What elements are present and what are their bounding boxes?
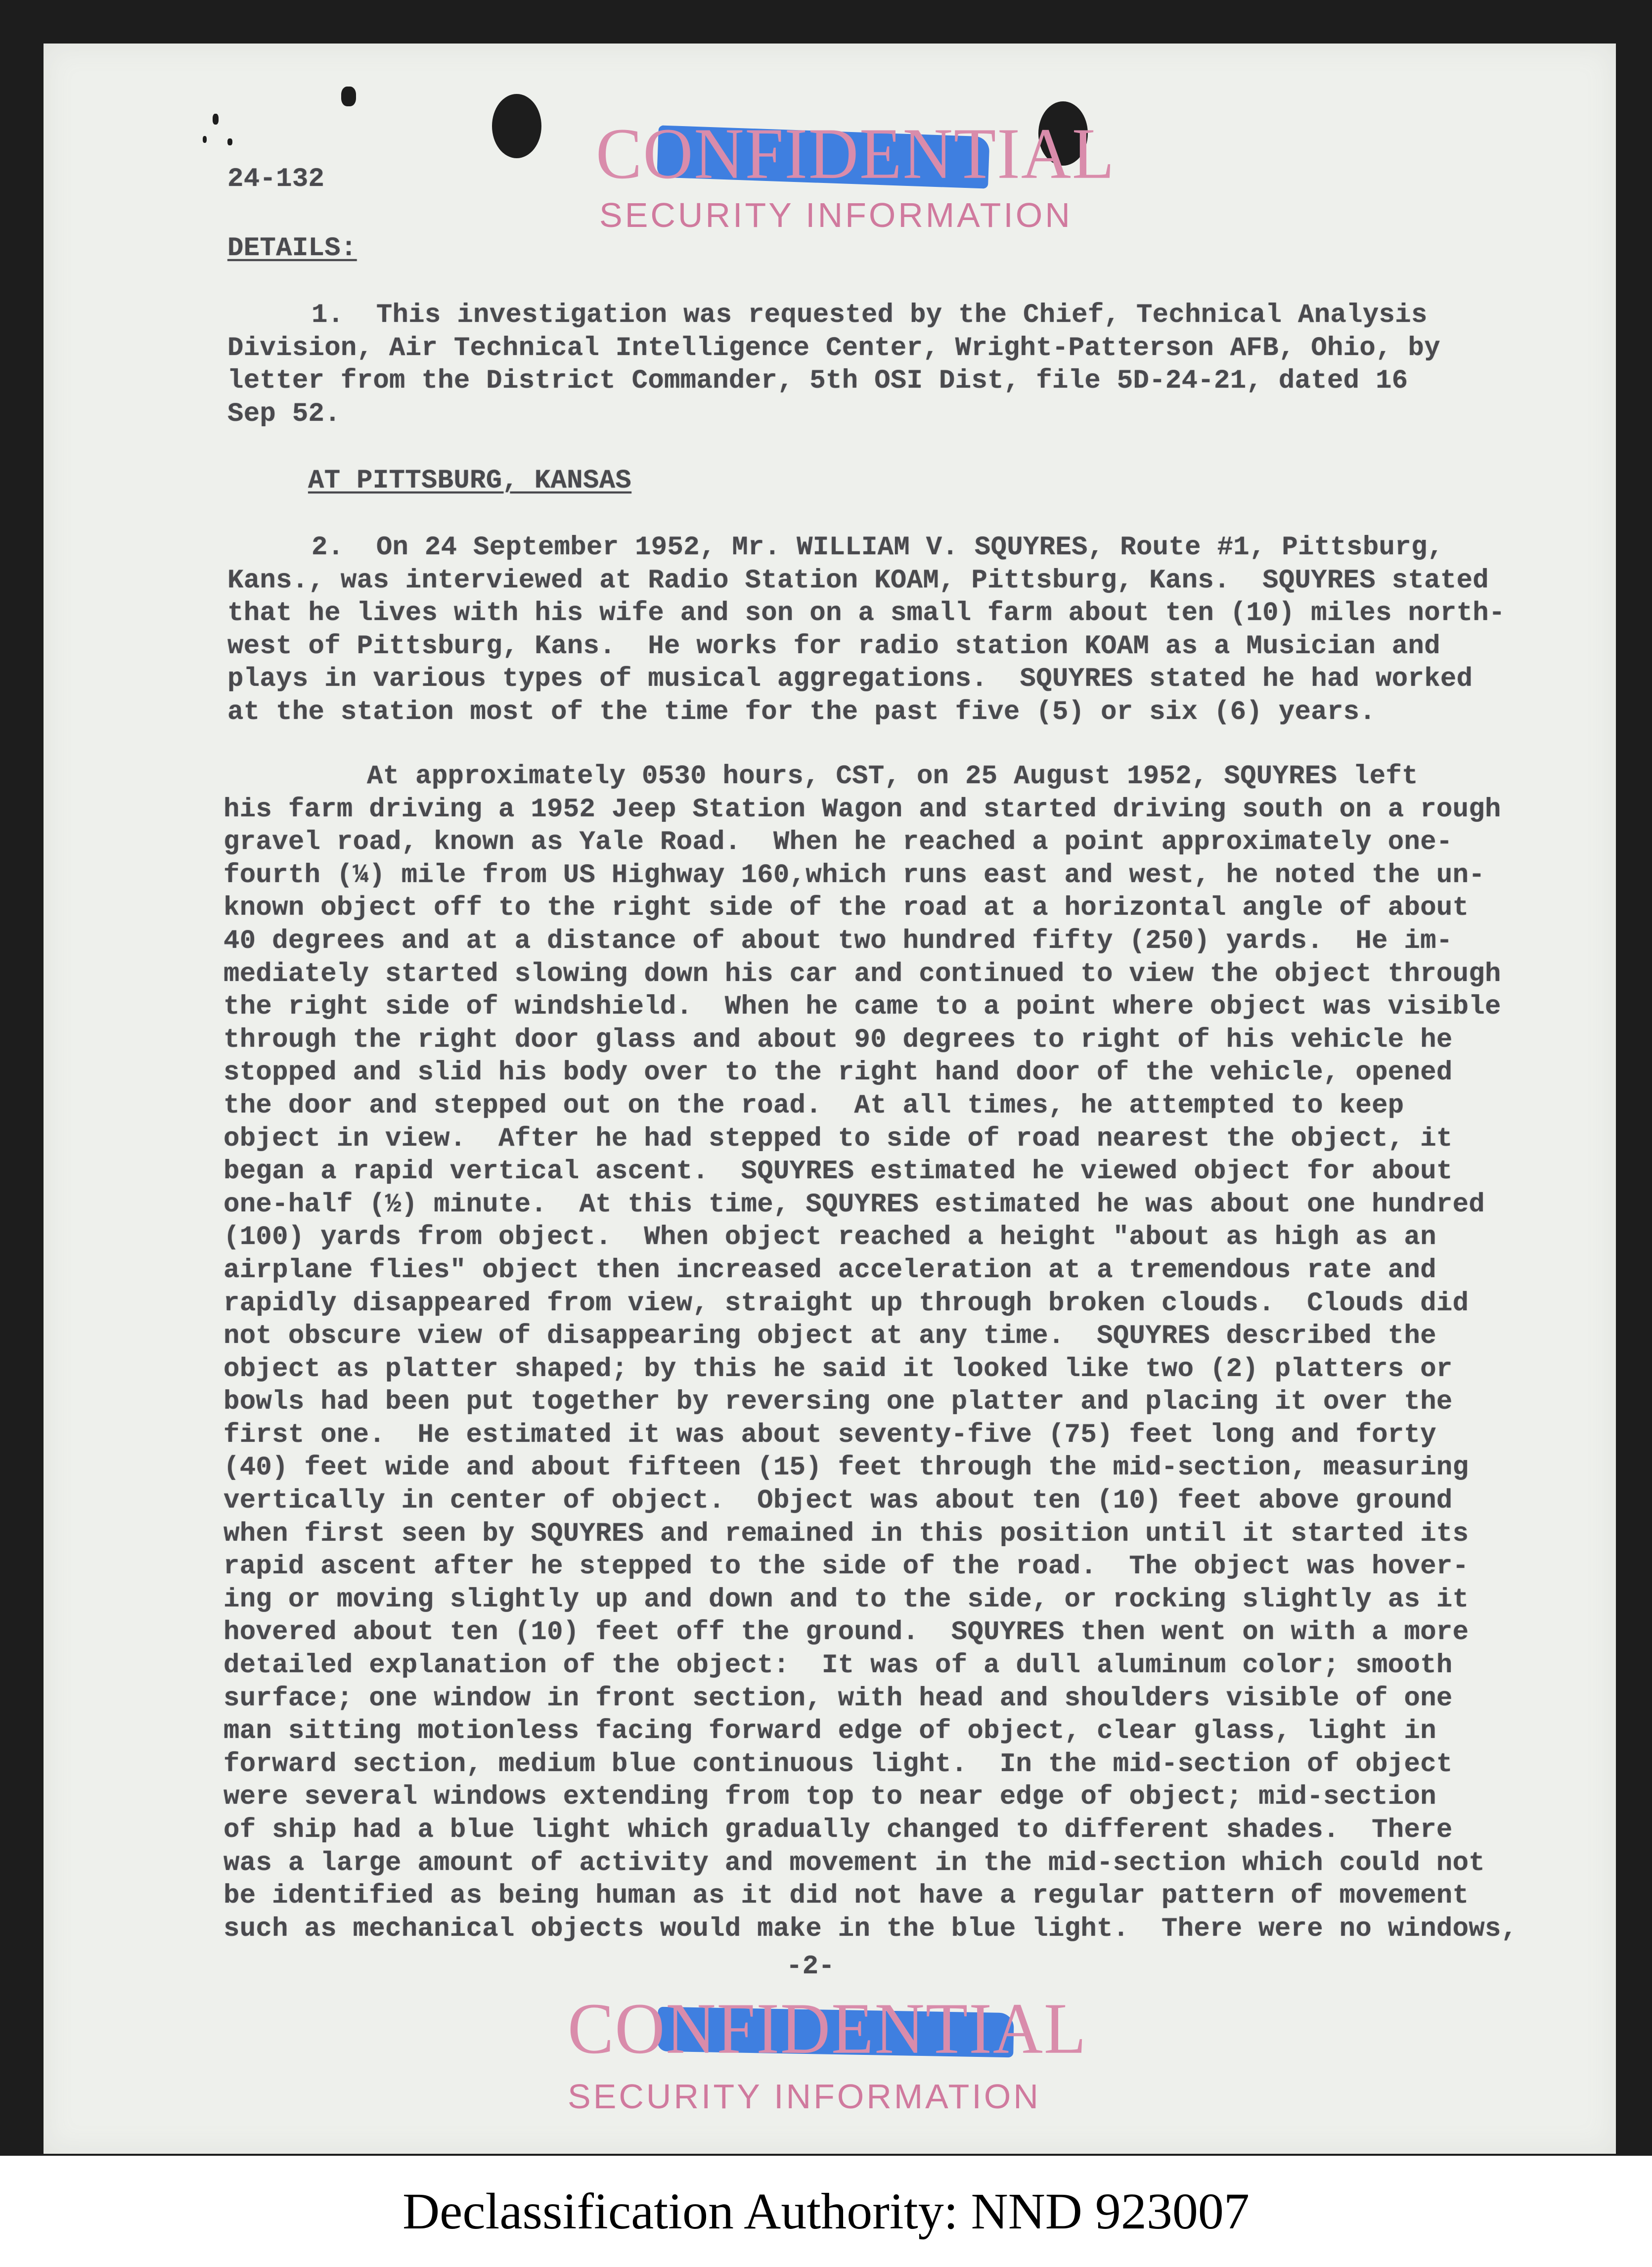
text-line: forward section, medium blue continuous light. In the mid-section of object — [223, 1749, 1453, 1779]
text-line: 1. This investigation was requested by the Chief, Technical Analysis — [312, 300, 1428, 330]
security-information-stamp-top: SECURITY INFORMATION — [599, 196, 1072, 234]
page-number: -2- — [786, 1952, 835, 1982]
text-line: 2. On 24 September 1952, Mr. WILLIAM V. SQUYRES, Route #1, Pittsburg, — [312, 533, 1444, 563]
paper-damage — [213, 114, 219, 125]
document-number: 24-132 — [227, 164, 325, 194]
classification-stamp-bottom: CONFIDENTIAL — [568, 1988, 1087, 2069]
text-line: not obscure view of disappearing object at any time. SQUYRES described the — [223, 1321, 1436, 1352]
text-line: object in view. After he had stepped to side of road nearest the object, it — [223, 1123, 1453, 1154]
text-line: detailed explanation of the object: It was of a dull aluminum color; smooth — [223, 1650, 1453, 1681]
paragraph-1 — [227, 299, 1440, 431]
text-line: plays in various types of musical aggregations. SQUYRES stated he had worked — [227, 664, 1473, 695]
text-line: object as platter shaped; by this he said it looked like two (2) platters or — [223, 1354, 1453, 1384]
punch-hole-left — [492, 94, 541, 158]
text-line: (40) feet wide and about fifteen (15) feet through the mid-section, measuring — [223, 1453, 1469, 1483]
declassification-caption: Declassification Authority: NND 923007 — [0, 2156, 1652, 2267]
text-line: at the station most of the time for the past five (5) or six (6) years. — [227, 697, 1376, 727]
text-line: began a rapid vertical ascent. SQUYRES estimated he viewed object for about — [223, 1156, 1453, 1187]
text-line: At approximately 0530 hours, CST, on 25 August 1952, SQUYRES left — [367, 761, 1418, 792]
paper-damage — [341, 87, 356, 106]
text-line: when first seen by SQUYRES and remained in this position until it started its — [223, 1518, 1469, 1549]
text-line: were several windows extending from top to near edge of object; mid-section — [223, 1782, 1436, 1813]
text-line: vertically in center of object. Object was about ten (10) feet above ground — [223, 1486, 1453, 1516]
text-line: stopped and slid his body over to the right hand door of the vehicle, opened — [223, 1058, 1453, 1088]
text-line: was a large amount of activity and movement in the mid-section which could not — [223, 1848, 1485, 1878]
text-line: such as mechanical objects would make in the blue light. There were no windows, — [223, 1913, 1518, 1944]
text-line: be identified as being human as it did not have a regular pattern of movement — [223, 1881, 1469, 1911]
text-line: his farm driving a 1952 Jeep Station Wagon and started driving south on a rough — [223, 794, 1501, 825]
classification-stamp-top: CONFIDENTIAL — [596, 113, 1116, 194]
text-line: hovered about ten (10) feet off the ground. SQUYRES then went on with a more — [223, 1617, 1469, 1648]
text-line: surface; one window in front section, with head and shoulders visible of one — [223, 1683, 1453, 1714]
text-line: through the right door glass and about 90 degrees to right of his vehicle he — [223, 1024, 1453, 1055]
paragraph-3 — [223, 760, 1517, 1946]
text-line: (100) yards from object. When object reached a height "about as high as an — [223, 1222, 1436, 1253]
text-line: letter from the District Commander, 5th OSI Dist, file 5D-24-21, dated 16 — [227, 366, 1408, 397]
text-line: first one. He estimated it was about seventy-five (75) feet long and forty — [223, 1420, 1436, 1450]
text-line: rapid ascent after he stepped to the side of the road. The object was hover- — [223, 1552, 1469, 1582]
text-line: one-half (½) minute. At this time, SQUYRES estimated he was about one hundred — [223, 1189, 1485, 1220]
text-line: of ship had a blue light which gradually changed to different shades. There — [223, 1815, 1453, 1845]
text-line: fourth (¼) mile from US Highway 160,which runs east and west, he noted the un- — [223, 860, 1485, 890]
text-line: man sitting motionless facing forward edge of object, clear glass, light in — [223, 1716, 1436, 1747]
text-line: gravel road, known as Yale Road. When he reached a point approximately one- — [223, 827, 1453, 858]
paper-damage — [227, 138, 232, 145]
security-information-stamp-bottom: SECURITY INFORMATION — [568, 2077, 1041, 2116]
text-line: Sep 52. — [227, 399, 341, 429]
text-line: ing or moving slightly up and down and to the side, or rocking slightly as it — [223, 1584, 1469, 1615]
section-title: DETAILS: — [227, 233, 357, 264]
text-line: bowls had been put together by reversing one platter and placing it over the — [223, 1387, 1453, 1418]
text-line: that he lives with his wife and son on a small farm about ten (10) miles north- — [227, 598, 1505, 629]
location-heading: AT PITTSBURG, KANSAS — [308, 466, 632, 496]
text-line: mediately started slowing down his car and continued to view the object through — [223, 959, 1501, 989]
text-line: the door and stepped out on the road. At all times, he attempted to keep — [223, 1090, 1404, 1121]
text-line: Kans., was interviewed at Radio Station KOAM, Pittsburg, Kans. SQUYRES stated — [227, 565, 1489, 596]
text-line: Division, Air Technical Intelligence Center, Wright-Patterson AFB, Ohio, by — [227, 333, 1440, 363]
paragraph-2 — [227, 532, 1505, 729]
text-line: west of Pittsburg, Kans. He works for radio station KOAM as a Musician and — [227, 631, 1440, 662]
text-line: known object off to the right side of the road at a horizontal angle of about — [223, 893, 1469, 924]
text-line: 40 degrees and at a distance of about two hundred fifty (250) yards. He im- — [223, 926, 1453, 956]
paper-damage — [203, 136, 207, 143]
text-line: the right side of windshield. When he came to a point where object was visible — [223, 992, 1501, 1022]
text-line: airplane flies" object then increased acceleration at a tremendous rate and — [223, 1255, 1436, 1286]
text-line: rapidly disappeared from view, straight up through broken clouds. Clouds did — [223, 1288, 1469, 1319]
